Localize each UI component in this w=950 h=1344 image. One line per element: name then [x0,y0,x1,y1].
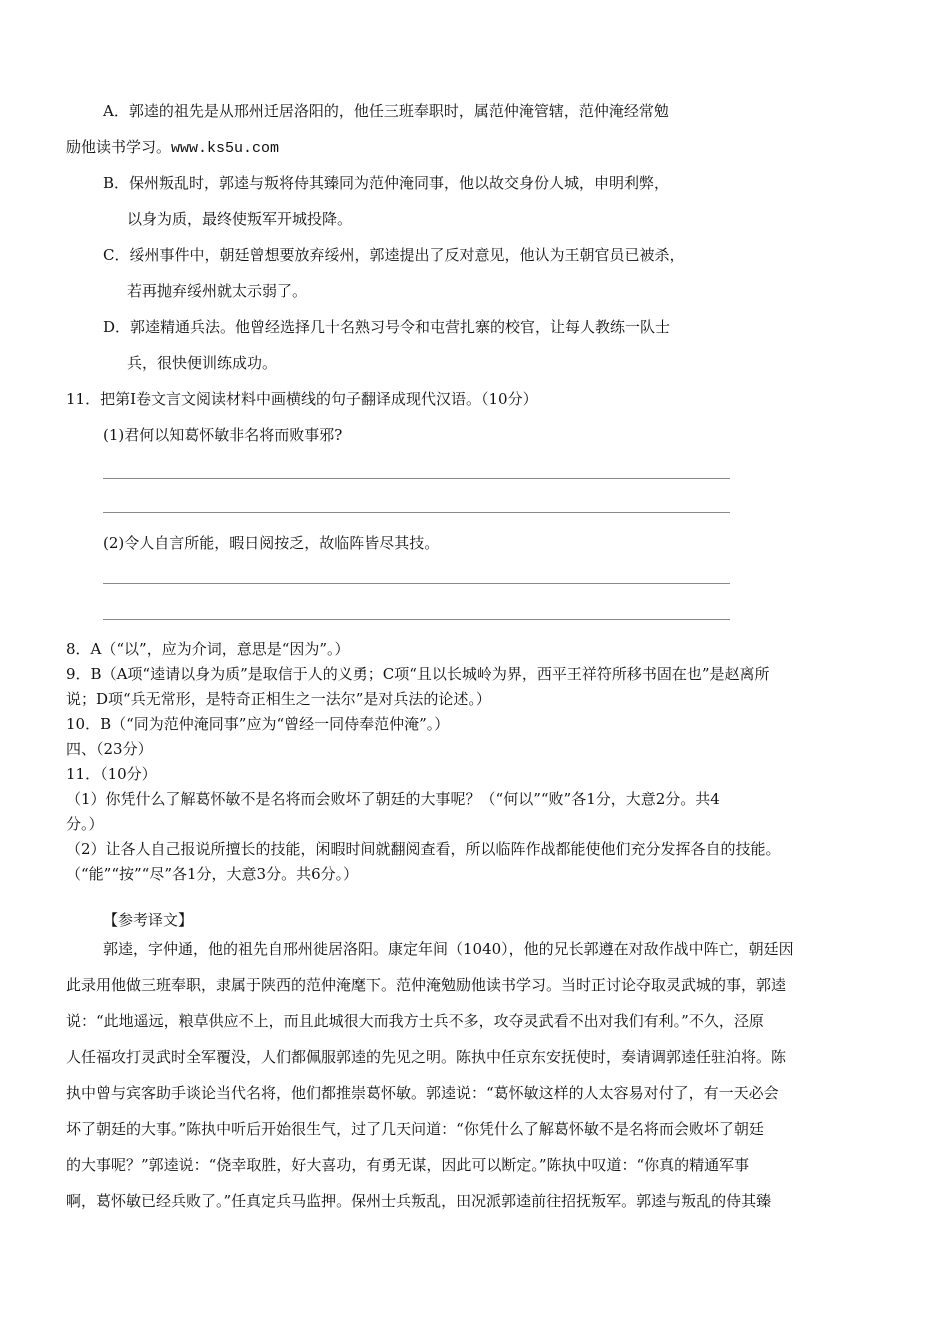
section-4-heading: 四、（23分） [66,740,153,758]
option-a-line-2-text: 励他读书学习。 [66,138,172,156]
answer-11-2-line-2: （“能”“按”“尽”各1分，大意3分。共6分。） [66,865,359,883]
translation-paragraph-line: 人任福攻打灵武时全军覆没，人们都佩服郭逵的先见之明。陈执中任京东安抚使时，奏请调郭逵任驻泊将。陈 [66,1048,787,1066]
translation-paragraph-line: 的大事呢？”郭逵说：“侥幸取胜，好大喜功，有勇无谋，因此可以断定。”陈执中叹道：“你真的精通军事 [66,1156,750,1174]
watermark-url: www.ks5u.com [171,140,280,157]
option-d-line-1: D．郭逵精通兵法。他曾经选择几十名熟习号令和屯营扎寨的校官，让每人教练一队士 [103,318,671,336]
translation-heading: 【参考译文】 [103,911,194,929]
translation-paragraph-line: 说：“此地遥远，粮草供应不上，而且此城很大而我方士兵不多，攻夺灵武看不出对我们有利。”不久，泾原 [66,1012,764,1030]
option-c-line-1: C．绥州事件中，朝廷曾想要放弃绥州，郭逵提出了反对意见，他认为王朝官员已被杀， [103,246,685,264]
answer-8: 8．A（“以”，应为介词，意思是“因为”。） [66,640,350,658]
translation-paragraph-line: 此录用他做三班奉职，隶属于陕西的范仲淹麾下。范仲淹勉励他读书学习。当时正讨论夺取灵武城的事，郭逵 [66,976,787,994]
answer-9-line-1: 9．B（A项“逵请以身为质”是取信于人的义勇；C项“且以长城岭为界，西平王祥符所移书固在也”是赵离所 [66,665,770,683]
option-b-line-2: 以身为质，最终使叛军开城投降。 [127,210,353,228]
answer-11-heading: 11．（10分） [66,765,157,783]
translation-paragraph-line: 坏了朝廷的大事。”陈执中听后开始很生气，过了几天问道：“你凭什么了解葛怀敏不是名将而会败坏了朝廷 [66,1120,764,1138]
option-a-line-1: A．郭逵的祖先是从邢州迁居洛阳的，他任三班奉职时，属范仲淹管辖，范仲淹经常勉 [103,102,669,120]
answer-line[interactable] [103,512,730,513]
question-11-title: 11．把第Ⅰ卷文言文阅读材料中画横线的句子翻译成现代汉语。（10分） [66,390,538,408]
answer-9-line-2: 说；D项“兵无常形，是特奇正相生之一法尔”是对兵法的论述。） [66,690,491,708]
answer-line[interactable] [103,583,730,584]
question-11-sentence-1: (1)君何以知葛怀敏非名将而败事邪? [103,426,343,444]
option-c-line-2: 若再抛弃绥州就太示弱了。 [127,282,308,300]
translation-paragraph-line: 啊，葛怀敏已经兵败了。”任真定兵马监押。保州士兵叛乱，田况派郭逵前往招抚叛军。郭逵与叛乱的侍其臻 [66,1192,772,1210]
translation-paragraph-line: 执中曾与宾客助手谈论当代名将，他们都推崇葛怀敏。郭逵说：“葛怀敏这样的人太容易对付了，有一天必会 [66,1084,779,1102]
answer-line[interactable] [103,619,730,620]
answer-line[interactable] [103,478,730,479]
translation-paragraph-line: 郭逵，字仲通，他的祖先自邢州徙居洛阳。康定年间（1040），他的兄长郭遵在对敌作战中阵亡，朝廷因 [103,940,794,958]
option-d-line-2: 兵，很快便训练成功。 [127,354,278,372]
option-a-line-2 [66,137,279,159]
question-11-sentence-2: (2)令人自言所能，暇日阅按乏，故临阵皆尽其技。 [103,534,440,552]
answer-11-1-line-1: （1）你凭什么了解葛怀敏不是名将而会败坏了朝廷的大事呢？（“何以”“败”各1分，大意2分。共4 [66,790,720,808]
answer-10: 10．B（“同为范仲淹同事”应为“曾经一同侍奉范仲淹”。） [66,715,450,733]
option-b-line-1: B．保州叛乱时，郭逵与叛将侍其臻同为范仲淹同事，他以故交身份人城，申明利弊， [103,174,670,192]
answer-11-1-line-2: 分。） [66,815,104,833]
answer-11-2-line-1: （2）让各人自己报说所擅长的技能，闲暇时间就翻阅查看，所以临阵作战都能使他们充分发挥各自的技能。 [66,840,781,858]
